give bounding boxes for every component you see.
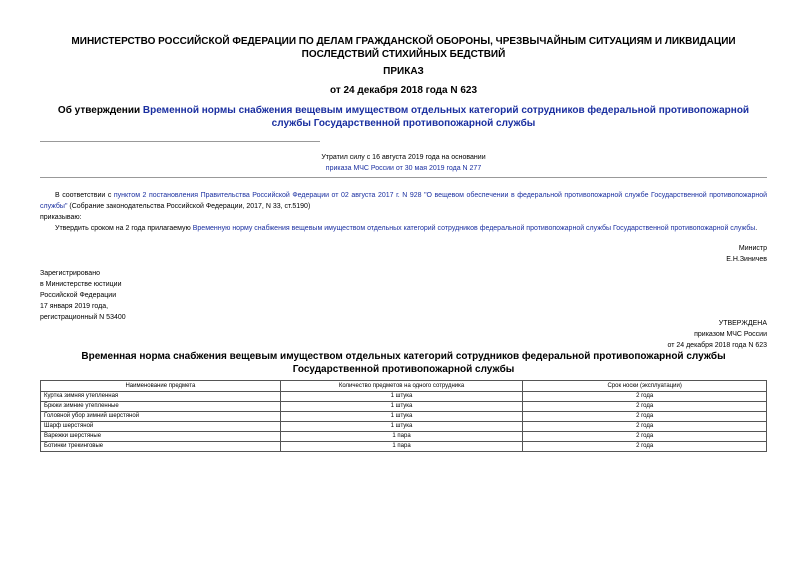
cell-quantity: 1 штука (280, 422, 522, 432)
cell-quantity: 1 штука (280, 392, 522, 402)
table-row (41, 422, 767, 432)
approval-line: УТВЕРЖДЕНА (718, 320, 767, 327)
separator-short (40, 141, 320, 142)
table-row (41, 392, 767, 402)
order-text-a: Утвердить сроком на 2 года прилагаемую (55, 225, 193, 232)
signature-block (726, 243, 767, 265)
preamble-paragraph (40, 190, 767, 212)
cell-quantity: 1 штука (280, 412, 522, 422)
status-note-line: Утратил силу с 16 августа 2019 года на основании (321, 154, 486, 161)
approval-line: приказом МЧС России (694, 331, 767, 338)
cell-quantity: 1 пара (280, 442, 522, 452)
preamble-text-a: В соответствии с (55, 192, 114, 199)
signatory-position: Министр (738, 245, 767, 252)
cell-item: Головной убор зимний шерстяной (41, 412, 281, 422)
cell-term: 2 года (523, 422, 767, 432)
registration-line: Зарегистрировано (40, 270, 100, 277)
registration-line: регистрационный N 53400 (40, 314, 126, 321)
cell-item: Куртка зимняя утепленная (41, 392, 281, 402)
subject-link[interactable]: Временной нормы снабжения вещевым имуществом отдельных категорий сотрудников федеральной противопожарной службы Государственной противопожарной службы (142, 105, 750, 129)
doc-type-heading: ПРИКАЗ (383, 66, 424, 77)
order-word: приказываю: (40, 214, 82, 221)
doc-subject (40, 104, 767, 130)
order-text-b: . (755, 225, 758, 232)
table-row (41, 432, 767, 442)
registration-line: в Министерстве юстиции (40, 281, 122, 288)
approval-line: от 24 декабря 2018 года N 623 (667, 342, 767, 349)
column-header-term: Срок носки (эксплуатации) (523, 381, 767, 392)
preamble-text-b: (Собрание законодательства Российской Федерации, 2017, N 33, ст.5190) (67, 203, 311, 210)
table-row (41, 412, 767, 422)
signatory-name: Е.Н.Зиничев (726, 256, 767, 263)
order-paragraph (40, 223, 767, 234)
cell-item: Ботинки трекинговые (41, 442, 281, 452)
table-row (41, 402, 767, 412)
registration-line: 17 января 2019 года, (40, 303, 109, 310)
cell-term: 2 года (523, 392, 767, 402)
table-row (41, 442, 767, 452)
cell-term: 2 года (523, 402, 767, 412)
cell-item: Брюки зимние утепленные (41, 402, 281, 412)
cell-term: 2 года (523, 442, 767, 452)
registration-block (40, 268, 126, 323)
approval-block (667, 318, 767, 351)
column-header-quantity: Количество предметов на одного сотрудника (280, 381, 522, 392)
cell-term: 2 года (523, 412, 767, 422)
norm-link[interactable]: Временную норму снабжения вещевым имуществом отдельных категорий сотрудников федеральной противопожарной службы Государственной противопожарной службы (192, 225, 756, 232)
subject-prefix: Об утверждении (57, 105, 143, 116)
doc-date-number: от 24 декабря 2018 года N 623 (329, 85, 478, 96)
government-decree-link[interactable]: пунктом 2 постановления Правительства Российской Федерации от 02 августа 2017 г. N 928 "О вещевом обеспечении в федеральной противопожарной службе Государственной противопожарной службы" (40, 192, 768, 210)
cell-item: Варежки шерстяные (41, 432, 281, 442)
cell-quantity: 1 штука (280, 402, 522, 412)
separator-full (40, 177, 767, 178)
cell-item: Шарф шерстяной (41, 422, 281, 432)
norm-table (40, 380, 767, 452)
cell-term: 2 года (523, 432, 767, 442)
column-header-item: Наименование предмета (41, 381, 281, 392)
repeal-order-link[interactable]: приказа МЧС России от 30 мая 2019 года N 277 (325, 165, 482, 172)
norm-title: Временная норма снабжения вещевым имуществом отдельных категорий сотрудников федеральной противопожарной службы Государственной противопожарной службы (81, 351, 726, 375)
table-header-row (41, 381, 767, 392)
status-note (220, 152, 587, 174)
cell-quantity: 1 пара (280, 432, 522, 442)
ministry-heading: МИНИСТЕРСТВО РОССИЙСКОЙ ФЕДЕРАЦИИ ПО ДЕЛАМ ГРАЖДАНСКОЙ ОБОРОНЫ, ЧРЕЗВЫЧАЙНЫМ СИТУАЦИЯМ И ЛИКВИДАЦИИ ПОСЛЕДСТВИЙ СТИХИЙНЫХ БЕДСТВИЙ (71, 36, 736, 60)
registration-line: Российской Федерации (40, 292, 117, 299)
